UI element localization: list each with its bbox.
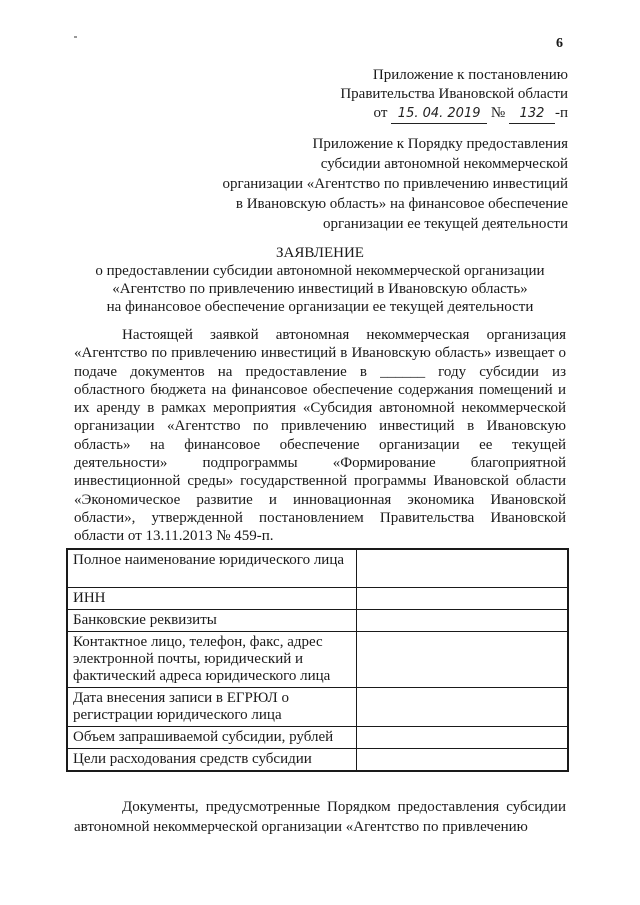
row-label-contacts: Контактное лицо, телефон, факс, адрес электронной почты, юридический и фактический адреса юридического лица: [67, 631, 356, 687]
row-label-purpose: Цели расходования средств субсидии: [67, 748, 356, 771]
table-row: [67, 726, 568, 748]
scan-speck: [74, 36, 77, 38]
row-value-inn[interactable]: [356, 587, 568, 609]
appendix-order-block: [148, 134, 568, 234]
subtitle-line: «Агентство по привлечению инвестиций в Ивановскую область»: [112, 281, 528, 297]
table-row: [67, 748, 568, 771]
application-form-table: [66, 548, 569, 772]
number-suffix: -п: [554, 105, 568, 121]
row-label-full-name: Полное наименование юридического лица: [67, 549, 356, 587]
row-label-egrul-date: Дата внесения записи в ЕГРЮЛ о регистрации юридического лица: [67, 687, 356, 726]
footer-paragraph: [74, 797, 566, 837]
table-row: [67, 587, 568, 609]
row-value-purpose[interactable]: [356, 748, 568, 771]
appendix-decree-date-line: [168, 104, 568, 124]
appendix-decree-block: [168, 66, 568, 124]
row-value-contacts[interactable]: [356, 631, 568, 687]
footer-text: Документы, предусмотренные Порядком предоставления субсидии автономной некоммерческой организации «Агентство по привлечению: [74, 799, 566, 835]
appendix-order-line: субсидии автономной некоммерческой: [320, 156, 568, 172]
appendix-order-line: организации ее текущей деятельности: [323, 216, 568, 232]
appendix-order-line: Приложение к Порядку предоставления: [312, 136, 568, 152]
handwritten-number: 132: [509, 104, 555, 124]
row-value-egrul-date[interactable]: [356, 687, 568, 726]
body-paragraph: [74, 326, 566, 546]
table-row: [67, 609, 568, 631]
year-blank: ______: [380, 363, 426, 380]
number-prefix: №: [490, 105, 506, 121]
table-row: [67, 549, 568, 587]
row-value-full-name[interactable]: [356, 549, 568, 587]
table-row: [67, 687, 568, 726]
appendix-order-line: организации «Агентство по привлечению инвестиций: [222, 176, 568, 192]
page-number: 6: [556, 36, 563, 51]
body-text-part1: Настоящей заявкой автономная некоммерческая организация «Агентство по привлечению инвестиций в Ивановскую область» извещает о подаче документов на предоставление в: [74, 327, 566, 380]
row-value-bank[interactable]: [356, 609, 568, 631]
row-value-subsidy-amount[interactable]: [356, 726, 568, 748]
document-subtitle: [60, 262, 580, 316]
date-prefix: от: [373, 105, 388, 121]
appendix-order-line: в Ивановскую область» на финансовое обеспечение: [235, 196, 568, 212]
subtitle-line: о предоставлении субсидии автономной некоммерческой организации: [95, 263, 545, 279]
row-label-subsidy-amount: Объем запрашиваемой субсидии, рублей: [67, 726, 356, 748]
row-label-inn: ИНН: [67, 587, 356, 609]
appendix-decree-line2: Правительства Ивановской области: [340, 86, 568, 102]
appendix-decree-line1: Приложение к постановлению: [372, 67, 568, 83]
row-label-bank: Банковские реквизиты: [67, 609, 356, 631]
handwritten-date: 15. 04. 2019: [391, 104, 487, 124]
table-row: [67, 631, 568, 687]
subtitle-line: на финансовое обеспечение организации ее текущей деятельности: [106, 299, 534, 315]
body-text-part2: году субсидии из областного бюджета на финансовое обеспечение содержания помещений и их аренду в рамках мероприятия «Субсидия автономной некоммерческой организации «Агентство по привлечению инвестиций в Ивановскую область» на финансовое обеспечение организации ее текущей деятельности» подпрограммы «Формирование благоприятной инвестиционной среды» государственной программы Ивановской области «Экономическое развитие и инновационная экономика Ивановской области», утвержденной постановлением Правительства Ивановской области от 13.11.2013 № 459-п.: [74, 363, 566, 545]
document-title: ЗАЯВЛЕНИЕ: [276, 245, 364, 261]
